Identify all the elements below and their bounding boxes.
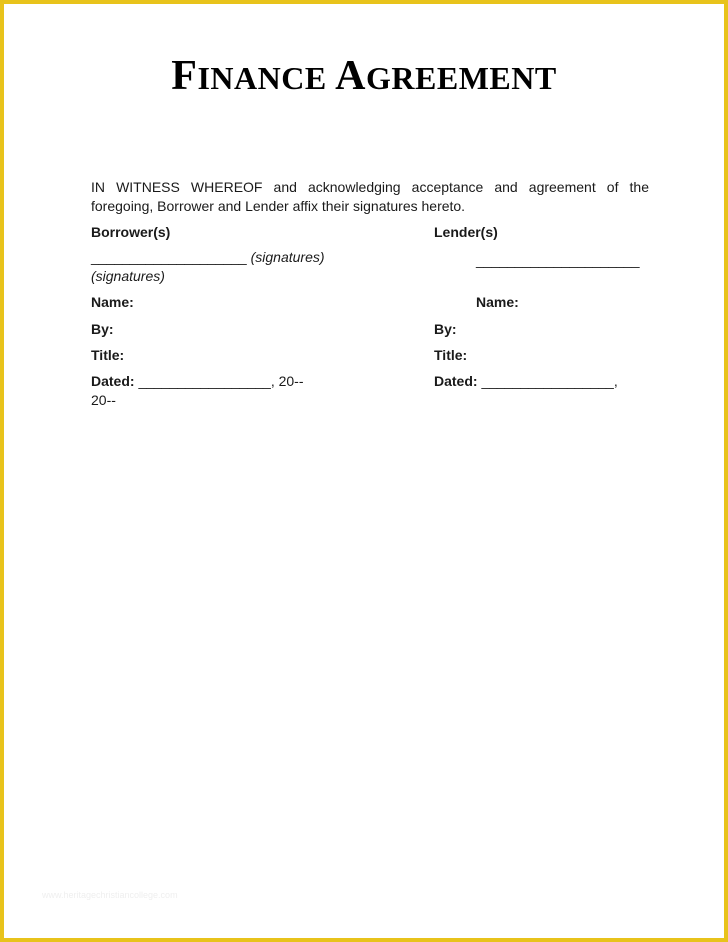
borrower-signature-line: ____________________ — [91, 249, 247, 265]
lender-by-label: By: — [434, 321, 457, 337]
borrower-dated-year-2: 20-- — [91, 392, 116, 408]
borrower-dated-year: , 20-- — [270, 373, 304, 389]
lender-dated-row — [434, 373, 618, 389]
borrower-signature-label: (signatures) — [250, 249, 325, 265]
title-second-rest: GREEMENT — [366, 60, 557, 96]
lender-signature-line: _____________________ — [476, 252, 640, 268]
lender-heading: Lender(s) — [434, 224, 498, 240]
borrower-signature-label-2: (signatures) — [91, 268, 165, 284]
borrower-dated-label: Dated: — [91, 373, 135, 389]
borrower-title-label: Title: — [91, 347, 125, 363]
borrower-name-label: Name: — [91, 294, 134, 310]
watermark: www.heritagechristiancollege.com — [42, 890, 178, 900]
lender-title-label: Title: — [434, 347, 468, 363]
borrower-heading: Borrower(s) — [91, 224, 171, 240]
lender-name-label: Name: — [476, 294, 519, 310]
intro-paragraph: IN WITNESS WHEREOF and acknowledging acceptance and agreement of the foregoing, Borrower and Lender affix their signatures hereto. — [91, 179, 649, 214]
lender-dated-label: Dated: — [434, 373, 478, 389]
title-second-cap: A — [335, 53, 367, 99]
title-first-cap: F — [171, 53, 198, 99]
borrower-dated-blank: _________________ — [138, 373, 271, 389]
title-first-rest: INANCE — [197, 60, 327, 96]
borrower-signature-row — [91, 249, 325, 265]
borrower-by-label: By: — [91, 321, 114, 337]
document-title — [0, 52, 728, 100]
lender-dated-year: , — [613, 373, 618, 389]
lender-dated-blank: _________________ — [481, 373, 614, 389]
borrower-dated-row — [91, 373, 304, 389]
